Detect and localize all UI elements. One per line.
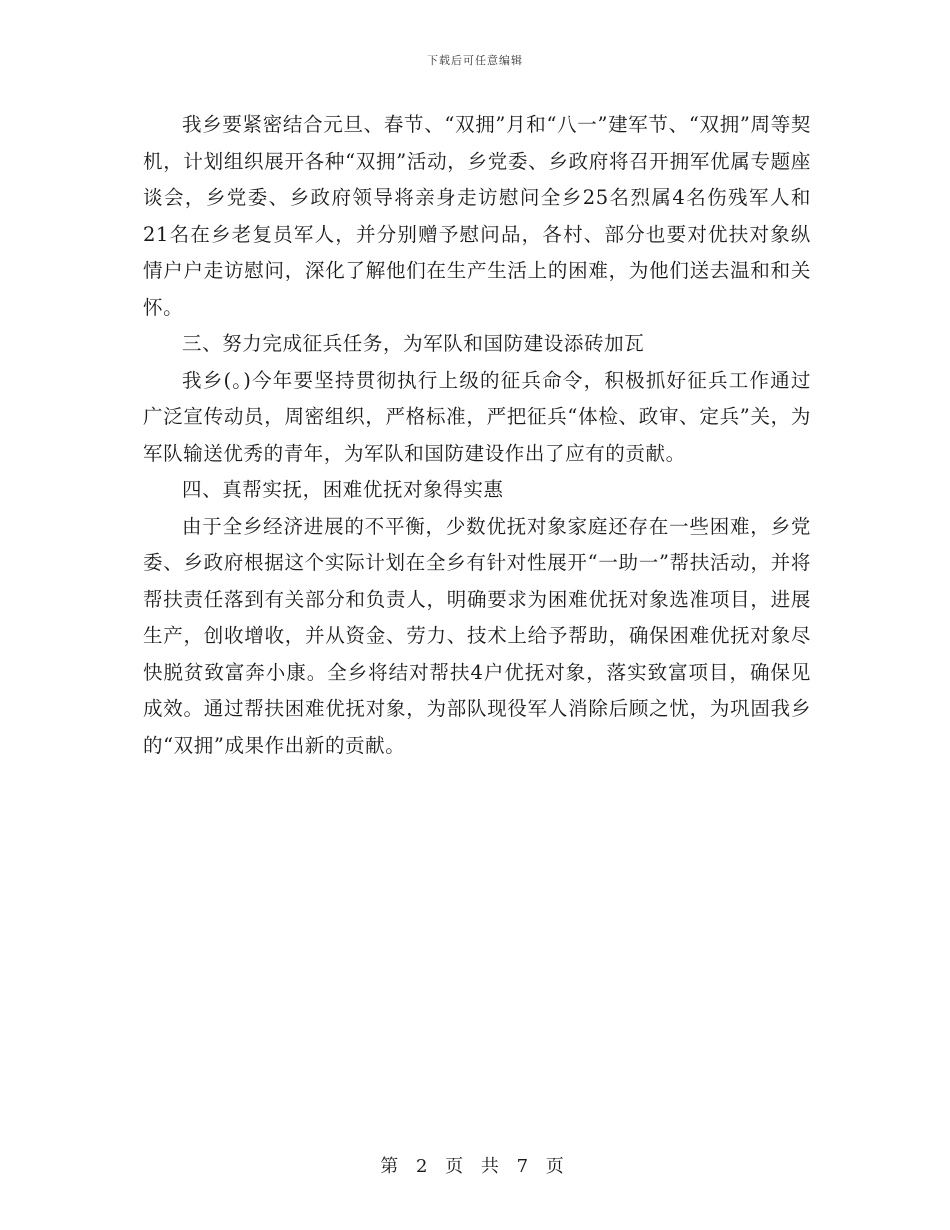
paragraph-shuangyong-activities: 我乡要紧密结合元旦、春节、“双拥”月和“八一”建军节、“双拥”周等契机，计划组织展开各种“双拥”活动，乡党委、乡政府将召开拥军优属专题座谈会，乡党委、乡政府领导将亲身走访慰问全乡25名烈属4名伤残军人和21名在乡老复员军人，并分别赠予慰问品，各村、部分也要对优扶对象纵情户户走访慰问，深化了解他们在生产生活上的困难，为他们送去温和和关怀。 [143,113,811,319]
paragraph-assistance: 由于全乡经济进展的不平衡，少数优抚对象家庭还存在一些困难，乡党委、乡政府根据这个实际计划在全乡有针对性展开“一助一”帮扶活动，并将帮扶责任落到有关部分和负责人，明确要求为困难优抚对象选准项目，进展生产，创收增收，并从资金、劳力、技术上给予帮助，确保困难优抚对象尽快脱贫致富奔小康。全乡将结对帮扶4户优抚对象，落实致富项目，确保见成效。通过帮扶困难优抚对象，为部队现役军人消除后顾之忧，为巩固我乡的“双拥”成果作出新的贡献。 [143,514,811,757]
page-number-footer: 第 2 页 共 7 页 [380,1156,570,1177]
page-header-note: 下载后可任意编辑 [427,54,523,67]
document-body [143,107,811,764]
section-heading-assistance: 四、真帮实抚，困难优抚对象得实惠 [182,478,504,501]
paragraph-conscription: 我乡(。)今年要坚持贯彻执行上级的征兵命令，积极抓好征兵工作通过广泛宣传动员，周密组织，严格标准，严把征兵“体检、政审、定兵”关，为军队输送优秀的青年，为军队和国防建设作出了应有的贡献。 [143,368,811,465]
section-heading-conscription: 三、努力完成征兵任务，为军队和国防建设添砖加瓦 [182,332,645,355]
